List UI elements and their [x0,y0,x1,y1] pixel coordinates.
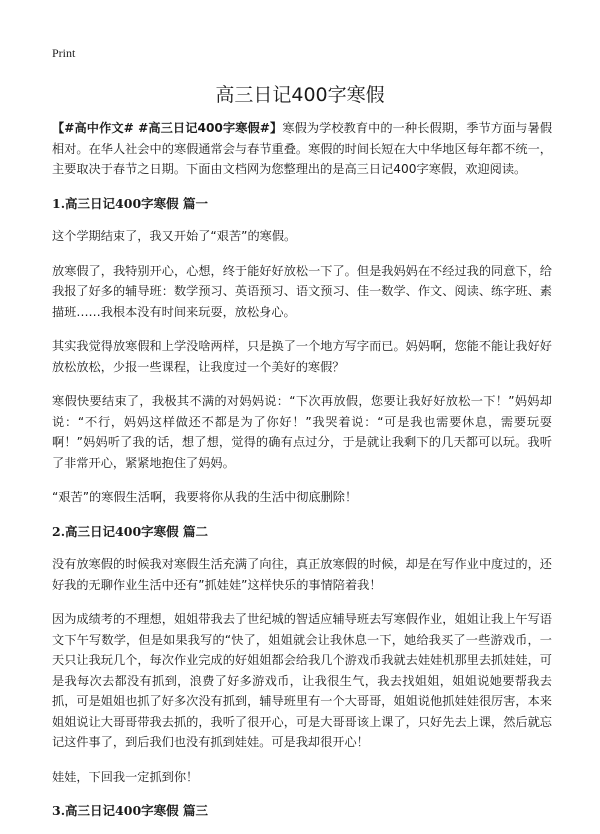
section-2-paragraph: 没有放寒假的时候我对寒假生活充满了向往，真正放寒假的时候，却是在写作业中度过的，还好我的无聊作业生活中还有”抓娃娃”这样快乐的事情陪着我！ [52,557,552,592]
document-title: 高三日记400字寒假 [215,84,385,106]
section-1-paragraph: 放寒假了，我特别开心，心想，终于能好好放松一下了。但是我妈妈在不经过我的同意下，给我报了好多的辅导班：数学预习、英语预习、语文预习、佳一数学、作文、阅读、练字班、素描班……我根本没有时间来玩耍，放松身心。 [52,263,552,319]
section-1-paragraph: “艰苦”的寒假生活啊，我要将你从我的生活中彻底删除！ [52,490,358,504]
section-1-paragraph: 其实我觉得放寒假和上学没啥两样，只是换了一个地方写字而已。妈妈啊，您能不能让我好好放松放松，少报一些课程，让我度过一个美好的寒假？ [52,339,552,374]
intro-text: 寒假为学校教育中的一种长假期，季节方面与暑假相对。在华人社会中的寒假通常会与春节重叠。寒假的时间长短在大中华地区每年都不统一，主要取决于春节之日期。下面由文档网为您整理出的是高三日记400字寒假，欢迎阅读。 [52,121,553,176]
section-2-paragraph: 因为成绩考的不理想，姐姐带我去了世纪城的智适应辅导班去写寒假作业，姐姐让我上午写语文下午写数学，但是如果我写的“快了，姐姐就会让我休息一下，她给我买了一些游戏币，一天只让我玩几个，每次作业完成的好姐姐都会给我几个游戏币我就去娃娃机那里去抓娃娃，可是我每次去都没有抓到，浪费了好多游戏币，让我很生气，我去找姐姐，姐姐说她要帮我去抓，可是姐姐也抓了好多次没有抓到，辅导班里有一个大哥哥，姐姐说他抓娃娃很厉害，本来姐姐说让大哥哥带我去抓的，我听了很开心，可是大哥哥该上课了，只好先去上课，然后就忘记这件事了，到后我们也没有抓到娃娃。可是我却很开心！ [52,612,552,749]
intro-hashtags: 【#高中作文# #高三日记400字寒假#】 [52,121,283,135]
section-heading-1: 1.高三日记400字寒假 篇一 [52,195,208,211]
print-label: Print [52,46,76,60]
section-heading-2: 2.高三日记400字寒假 篇二 [52,523,208,539]
section-1-paragraph: 这个学期结束了，我又开始了“艰苦”的寒假。 [52,229,297,243]
section-heading-3: 3.高三日记400字寒假 篇三 [52,803,208,818]
intro-paragraph [52,118,552,180]
section-1-paragraph: 寒假快要结束了，我极其不满的对妈妈说：“下次再放假，您要让我好好放松一下！”妈妈却说：“不行，妈妈这样做还不都是为了你好！”我哭着说：“可是我也需要休息，需要玩耍啊！”妈妈听了我的话，想了想，觉得的确有点过分，于是就让我剩下的几天都可以玩。我听了非常开心，紧紧地抱住了妈妈。 [52,394,552,470]
section-2-paragraph: 娃娃，下回我一定抓到你！ [52,769,199,784]
document-body [52,118,552,834]
